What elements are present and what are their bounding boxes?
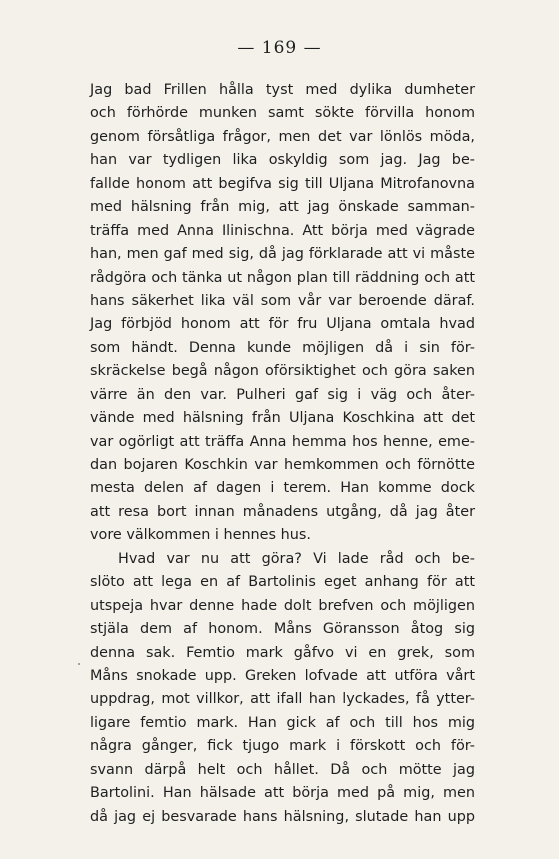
text-line: vände med hälsning från Uljana Koschkina att det [90,410,475,427]
text-line: mesta delen af dagen i terem. Han komme dock [90,480,475,497]
paragraph-start-line: Hvad var nu att göra? Vi lade råd och be- [118,550,475,567]
text-line: och förhörde munken samt sökte förvilla honom [90,105,475,122]
text-line: fallde honom att begifva sig till Uljana Mitrofanovna [90,175,475,192]
text-line: genom försåtliga frågor, men det var lönlös möda, [90,128,475,145]
text-line: Jag förbjöd honom att för fru Uljana omtala hvad [90,316,475,333]
text-line: han, men gaf med sig, då jag förklarade att vi måste [90,246,475,263]
paragraph-end-line: vore välkommen i hennes hus. [90,527,311,544]
text-line: var ogörligt att träffa Anna hemma hos henne, eme- [90,433,475,450]
text-line: stjäla dem af honom. Måns Göransson åtog sig [90,621,475,638]
page-number: — 169 — [237,38,322,58]
text-line: att resa bort innan månadens utgång, då jag åter [90,503,475,520]
text-line: träffa med Anna Ilinischna. Att börja med vägrade [90,222,475,239]
text-line: denna sak. Femtio mark gåfvo vi en grek, som [90,644,475,661]
text-line: svann därpå helt och hållet. Då och mötte jag [90,761,475,778]
text-line: Jag bad Frillen hålla tyst med dylika dumheter [90,82,475,98]
text-line: han var tydligen lika oskyldig som jag. Jag be- [90,152,475,169]
text-line: några gånger, fick tjugo mark i förskott och för- [90,738,475,755]
text-line: slöto att lega en af Bartolinis eget anhang för att [90,574,475,591]
body-text [90,79,475,829]
text-line: uppdrag, mot villkor, att ifall han lyckades, få ytter- [90,691,475,708]
text-line: värre än den var. Pulheri gaf sig i väg och åter- [90,386,475,403]
text-line: Bartolini. Han hälsade att börja med på mig, men [90,785,475,802]
text-line: skräckelse begå någon oförsiktighet och göra saken [90,363,475,380]
text-line: hans säkerhet lika väl som vår var beroende däraf. [90,292,475,309]
text-line: som händt. Denna kunde möjligen då i sin för- [90,339,475,356]
text-line: då jag ej besvarade hans hälsning, slutade han upp [90,808,475,825]
text-line: utspeja hvar denne hade dolt brefven och möjligen [90,597,475,614]
text-line: ligare femtio mark. Han gick af och till hos mig [90,714,475,731]
print-speck [78,663,80,665]
text-line: Måns snokade upp. Greken lofvade att utföra vårt [90,667,475,684]
text-line: med hälsning från mig, att jag önskade samman- [90,199,475,216]
text-line: rådgöra och tänka ut någon plan till räddning och att [90,269,475,286]
text-line: dan bojaren Koschkin var hemkommen och förnötte [90,457,475,473]
